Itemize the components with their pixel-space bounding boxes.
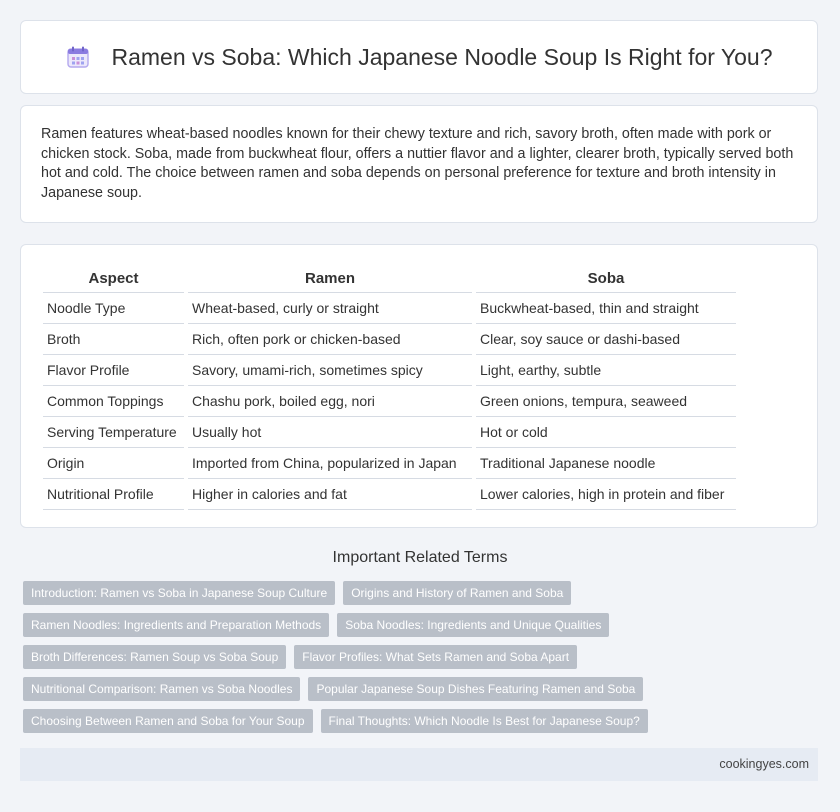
related-term-tag[interactable]: Introduction: Ramen vs Soba in Japanese Soup Culture: [23, 581, 335, 605]
tag-row: [23, 613, 823, 637]
cell-ramen: Wheat-based, curly or straight: [188, 293, 472, 324]
table-row: [43, 479, 736, 510]
cell-aspect: Origin: [43, 448, 184, 479]
table-header-row: [43, 265, 736, 293]
tag-row: [23, 709, 823, 733]
cell-soba: Clear, soy sauce or dashi-based: [476, 324, 736, 355]
cell-soba: Hot or cold: [476, 417, 736, 448]
related-term-tag[interactable]: Choosing Between Ramen and Soba for Your Soup: [23, 709, 313, 733]
related-term-tag[interactable]: Soba Noodles: Ingredients and Unique Qualities: [337, 613, 609, 637]
cell-soba: Light, earthy, subtle: [476, 355, 736, 386]
table-row: [43, 386, 736, 417]
related-terms-title: Important Related Terms: [332, 549, 508, 566]
cell-aspect: Common Toppings: [43, 386, 184, 417]
intro-paragraph: Ramen features wheat-based noodles known for their chewy texture and rich, savory broth, often made with pork or chicken stock. Soba, made from buckwheat flour, offers a nuttier flavor and a lighter, clearer broth, typically served both hot and cold. The choice between ramen and soba depends on personal preference for texture and broth intensity in Japanese soup.: [41, 126, 794, 201]
table-row: [43, 417, 736, 448]
cell-aspect: Noodle Type: [43, 293, 184, 324]
related-term-tag[interactable]: Nutritional Comparison: Ramen vs Soba Noodles: [23, 677, 300, 701]
cell-aspect: Serving Temperature: [43, 417, 184, 448]
table-row: [43, 355, 736, 386]
table-row: [43, 448, 736, 479]
tag-row: [23, 581, 823, 605]
cell-soba: Green onions, tempura, seaweed: [476, 386, 736, 417]
cell-soba: Lower calories, high in protein and fiber: [476, 479, 736, 510]
cell-ramen: Usually hot: [188, 417, 472, 448]
tag-row: [23, 677, 823, 701]
cell-aspect: Nutritional Profile: [43, 479, 184, 510]
related-term-tag[interactable]: Popular Japanese Soup Dishes Featuring Ramen and Soba: [308, 677, 643, 701]
cell-ramen: Higher in calories and fat: [188, 479, 472, 510]
related-terms-list: [23, 581, 823, 741]
cell-ramen: Rich, often pork or chicken-based: [188, 324, 472, 355]
cell-aspect: Flavor Profile: [43, 355, 184, 386]
related-term-tag[interactable]: Flavor Profiles: What Sets Ramen and Soba Apart: [294, 645, 577, 669]
related-term-tag[interactable]: Final Thoughts: Which Noodle Is Best for Japanese Soup?: [321, 709, 648, 733]
tag-row: [23, 645, 823, 669]
footer-site-link[interactable]: cookingyes.com: [719, 757, 809, 771]
related-term-tag[interactable]: Origins and History of Ramen and Soba: [343, 581, 571, 605]
cell-aspect: Broth: [43, 324, 184, 355]
intro-card: [20, 105, 818, 223]
calendar-icon: [65, 44, 91, 70]
page-title: Ramen vs Soba: Which Japanese Noodle Soup Is Right for You?: [111, 43, 773, 70]
cell-soba: Traditional Japanese noodle: [476, 448, 736, 479]
cell-ramen: Chashu pork, boiled egg, nori: [188, 386, 472, 417]
title-card: [20, 20, 818, 94]
header-aspect: Aspect: [43, 265, 184, 293]
footer: [20, 748, 818, 781]
header-ramen: Ramen: [188, 265, 472, 293]
related-term-tag[interactable]: Ramen Noodles: Ingredients and Preparation Methods: [23, 613, 329, 637]
comparison-table: [39, 265, 740, 510]
cell-ramen: Imported from China, popularized in Japan: [188, 448, 472, 479]
cell-ramen: Savory, umami-rich, sometimes spicy: [188, 355, 472, 386]
related-term-tag[interactable]: Broth Differences: Ramen Soup vs Soba Soup: [23, 645, 286, 669]
cell-soba: Buckwheat-based, thin and straight: [476, 293, 736, 324]
table-row: [43, 324, 736, 355]
table-row: [43, 293, 736, 324]
header-soba: Soba: [476, 265, 736, 293]
comparison-card: [20, 244, 818, 528]
